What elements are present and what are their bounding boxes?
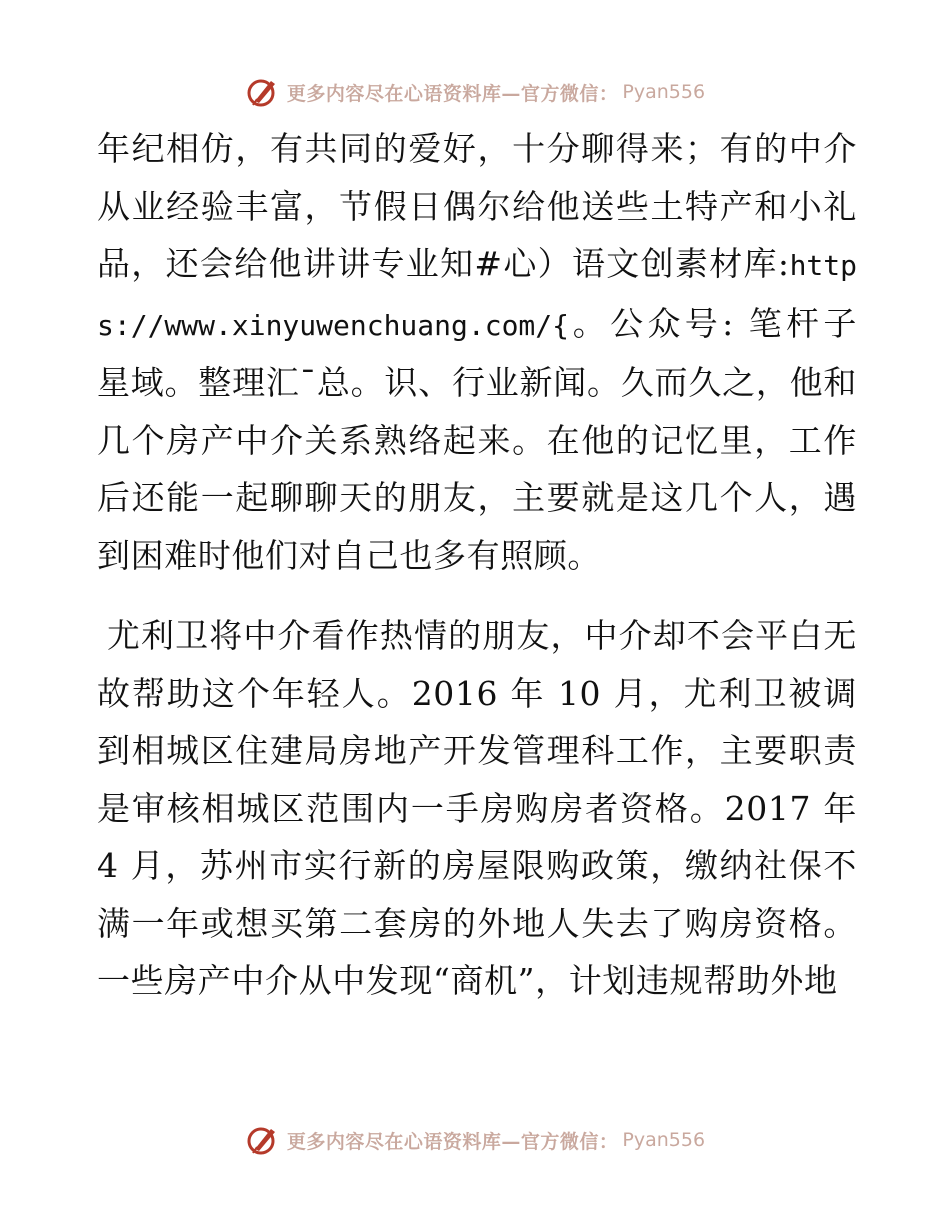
article-body: [97, 120, 857, 1010]
paragraph-text: 。公众号: 笔杆子星域。整理汇¯总。识、行业新闻。久而久之，他和几个房产中介关系熟络起来。在他的记忆里，工作后还能一起聊聊天的朋友，主要就是这几个人，遇到困难时他们对自己也多有照顾。: [97, 303, 857, 575]
watermark-text: 更多内容尽在心语资料库—官方微信：: [286, 1130, 619, 1153]
website-url: https://www.xinyuwenchuang.com/{: [97, 249, 857, 342]
watermark-wechat-id: Pyan556: [622, 1129, 706, 1151]
footer-watermark: [0, 1120, 950, 1160]
watermark-wechat-id: Pyan556: [622, 81, 706, 103]
paragraph: 尤利卫将中介看作热情的朋友，中介却不会平白无故帮助这个年轻人。2016 年 10 月，尤利卫被调到相城区住建局房地产开发管理科工作，主要职责是审核相城区范围内一手房购房者资格。2017 年 4 月，苏州市实行新的房屋限购政策，缴纳社保不满一年或想买第二套房的外地人失去了购房资格。一些房产中介从中发现“商机”，计划违规帮助外地: [97, 616, 857, 1000]
quill-logo-icon: [245, 75, 279, 109]
quill-logo-icon: [245, 1123, 279, 1157]
paragraph: [97, 120, 857, 584]
paragraph-text: 年纪相仿，有共同的爱好，十分聊得来；有的中介从业经验丰富，节假日偶尔给他送些土特产和小礼品，还会给他讲讲专业知#心）语文创素材库:: [97, 129, 857, 283]
header-watermark: [0, 72, 950, 112]
watermark-text: 更多内容尽在心语资料库—官方微信：: [286, 82, 619, 105]
